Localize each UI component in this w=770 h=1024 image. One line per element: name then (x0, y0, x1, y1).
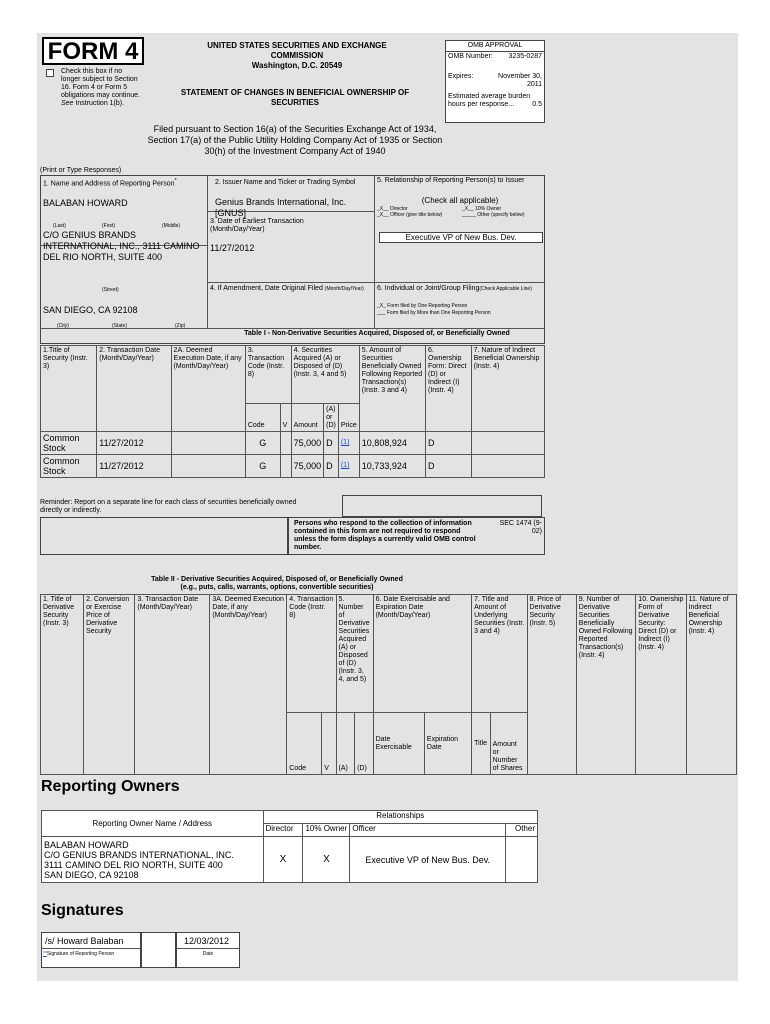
t1-h-date: 2. Transaction Date (Month/Day/Year) (97, 346, 171, 432)
ten-percent-option: _X__ 10% Owner (462, 206, 502, 212)
ro-owner-address: BALABAN HOWARD C/O GENIUS BRANDS INTERNATIONAL, INC. 3111 CAMINO DEL RIO NORTH, SUITE 400 SAN DIEGO, CA 92108 (42, 837, 264, 883)
check-all-applicable: (Check all applicable) (421, 196, 499, 205)
table2-title: Table II - Derivative Securities Acquired, Disposed of, or Beneficially Owned (e.g., puts, calls, warrants, options, convertible securities) (151, 576, 403, 591)
signature-date: 12/03/2012 (184, 936, 230, 946)
signatures-heading: Signatures (41, 902, 124, 919)
city-label: (City) (57, 323, 69, 329)
t1-h-code: 3. Transaction Code (Instr. 8) (245, 346, 291, 404)
ro-10pct-mark: X (303, 837, 350, 883)
footnote-1-link[interactable]: (1) (340, 439, 350, 446)
street-label: (Street) (102, 287, 119, 293)
omb-burden: Estimated average burden hours per response... 0.5 (448, 93, 542, 108)
t2-sub-amount: Amount or Number of Shares (490, 713, 527, 775)
table2-derivative (40, 594, 737, 775)
reporting-person-address: C/O GENIUS BRANDS INTERNATIONAL, INC., 3111 CAMINO DEL RIO NORTH, SUITE 400 (43, 230, 200, 262)
t2-sub-exp: Expiration Date (424, 713, 471, 775)
agency-header: UNITED STATES SECURITIES AND EXCHANGE COMMISSION Washington, D.C. 20549 (207, 41, 387, 70)
t2-h7: 7. Title and Amount of Underlying Securities (Instr. 3 and 4) (472, 595, 527, 713)
middle-label: (Middle) (162, 223, 181, 229)
last-label: (Last) (53, 223, 66, 229)
t2-h2: 2. Conversion or Exercise Price of Derivative Security (84, 595, 135, 775)
box6-label: 6. Individual or Joint/Group Filing(Check Applicable Line) (377, 285, 532, 292)
t2-sub-a: (A) (336, 713, 355, 775)
t1-sub-aord: (A) or (D) (324, 404, 339, 432)
officer-option: _X__ Officer (give title below) (377, 212, 443, 218)
persons-note: Persons who respond to the collection of information contained in this form are not required to respond unless the form displays a currently valid OMB control number. (294, 520, 476, 551)
t1-h-security: 1.Title of Security (Instr. 3) (41, 346, 97, 432)
t1-sub-v: V (280, 404, 291, 432)
box1-label: 1. Name and Address of Reporting Person* (43, 178, 177, 188)
reporting-person-name: BALABAN HOWARD (43, 198, 128, 208)
ro-other (506, 837, 538, 883)
t1-h-nature: 7. Nature of Indirect Beneficial Ownership (Instr. 4) (471, 346, 544, 432)
form-page (37, 33, 738, 981)
signature-date-label: Date (202, 951, 214, 957)
t2-h4: 4. Transaction Code (Instr. 8) (287, 595, 336, 713)
signature-spacer (141, 932, 176, 968)
ro-col-director: Director (263, 824, 303, 837)
box5-label: 5. Relationship of Reporting Person(s) to Issuer (377, 177, 525, 184)
t2-h5: 5. Number of Derivative Securities Acquired (A) or Disposed of (D) (Instr. 3, 4, and 5) (336, 595, 373, 713)
table-row (42, 837, 538, 883)
print-note: (Print or Type Responses) (40, 167, 122, 174)
omb-approval-box (445, 40, 545, 123)
signature-label: **Signature of Reporting Person (43, 951, 115, 957)
ro-col-officer: Officer (350, 824, 506, 837)
director-option: _X__ Director (377, 206, 408, 212)
box2-label: 2. Issuer Name and Ticker or Trading Symbol (215, 179, 356, 186)
t1-sub-code: Code (245, 404, 280, 432)
box3-label: 3. Date of Earliest Transaction (Month/Day/Year) (210, 218, 304, 233)
ro-col-name: Reporting Owner Name / Address (42, 811, 264, 837)
issuer-name: Genius Brands International, Inc. [GNUS] (215, 197, 347, 218)
earliest-transaction-date: 11/27/2012 (210, 243, 255, 253)
zip-label: (Zip) (175, 323, 186, 329)
persons-left-box (40, 517, 288, 555)
t2-sub-date-ex: Date Exercisable (373, 713, 424, 775)
footnote-1-link[interactable]: (1) (340, 462, 350, 469)
t2-sub-code: Code (287, 713, 322, 775)
ro-officer-title: Executive VP of New Bus. Dev. (350, 837, 506, 883)
signature-name: /s/ Howard Balaban (45, 936, 124, 946)
ro-director-mark: X (263, 837, 303, 883)
reporting-person-city: SAN DIEGO, CA 92108 (43, 305, 138, 315)
t2-sub-title: Title (472, 713, 490, 775)
sec-code: SEC 1474 (9-02) (499, 520, 542, 535)
ro-col-relationships: Relationships (263, 811, 538, 824)
filing-multiple: ___ Form filed by More than One Reporting Person (377, 310, 491, 316)
t2-h9: 9. Number of Derivative Securities Beneficially Owned Following Reported Transaction(s) (Instr. 4) (576, 595, 636, 775)
reminder-box (342, 495, 542, 517)
t1-sub-amount: Amount (291, 404, 324, 432)
t1-h-ownership: 6. Ownership Form: Direct (D) or Indirect (I) (Instr. 4) (426, 346, 472, 432)
t2-h1: 1. Title of Derivative Security (Instr. 3) (41, 595, 84, 775)
t2-sub-v: V (322, 713, 336, 775)
reporting-owners-table (41, 810, 538, 883)
table-row: Common Stock 11/27/2012 G 75,000 D (1) 10,808,924 D (41, 432, 545, 455)
omb-number: OMB Number: 3235-0287 (448, 53, 542, 60)
other-option: _____ Other (specify below) (462, 212, 525, 218)
t1-h-deemed: 2A. Deemed Execution Date, if any (Month/Day/Year) (171, 346, 245, 432)
ro-col-10pct: 10% Owner (303, 824, 350, 837)
t1-h-securities: 4. Securities Acquired (A) or Disposed of (D) (Instr. 3, 4 and 5) (291, 346, 359, 404)
t2-sub-d: (D) (355, 713, 374, 775)
state-label: (State) (112, 323, 128, 329)
no-longer-subject-checkbox[interactable] (46, 69, 54, 77)
statement-title: STATEMENT OF CHANGES IN BENEFICIAL OWNERSHIP OF SECURITIES (180, 88, 410, 107)
form-title-box (42, 37, 144, 65)
t2-h6: 6. Date Exercisable and Expiration Date (Month/Day/Year) (373, 595, 472, 713)
table-row: Common Stock 11/27/2012 G 75,000 D (1) 10,733,924 D (41, 455, 545, 478)
checkbox-label: Check this box if no longer subject to Section 16. Form 4 or Form 5 obligations may continue. See Instruction 1(b). (61, 68, 140, 107)
t2-h10: 10. Ownership Form of Derivative Security: Direct (D) or Indirect (I) (Instr. 4) (636, 595, 686, 775)
table1-title: Table I - Non-Derivative Securities Acquired, Disposed of, or Beneficially Owned (244, 330, 510, 337)
reporting-owners-heading: Reporting Owners (41, 778, 180, 795)
first-label: (First) (102, 223, 116, 229)
omb-header: OMB APPROVAL (446, 41, 544, 52)
t1-h-amount-owned: 5. Amount of Securities Beneficially Owned Following Reported Transaction(s) (Instr. 3 and 4) (359, 346, 425, 432)
ro-col-other: Other (506, 824, 538, 837)
t1-sub-price: Price (338, 404, 359, 432)
form-title: FORM 4 (47, 38, 139, 65)
filing-one-person: _X_ Form filed by One Reporting Person (377, 303, 468, 309)
omb-expires: Expires: November 30, 2011 (448, 73, 542, 88)
t2-h11: 11. Nature of Indirect Beneficial Ownership (Instr. 4) (686, 595, 736, 775)
filed-pursuant-text: Filed pursuant to Section 16(a) of the Securities Exchange Act of 1934, Section 17(a) of the Public Utility Holding Company Act of 1935 or Section 30(h) of the Investment Company Act of 1940 (147, 124, 443, 156)
officer-title: Executive VP of New Bus. Dev. (379, 232, 543, 243)
t2-h3a: 3A. Deemed Execution Date, if any (Month/Day/Year) (210, 595, 287, 775)
table1-non-derivative (40, 345, 545, 478)
t2-h3: 3. Transaction Date (Month/Day/Year) (135, 595, 210, 775)
box4-label: 4. If Amendment, Date Original Filed (Month/Day/Year) (210, 285, 364, 292)
t2-h8: 8. Price of Derivative Security (Instr. 5) (527, 595, 576, 775)
reminder-text: Reminder: Report on a separate line for each class of securities beneficially owned directly or indirectly. (40, 499, 297, 514)
